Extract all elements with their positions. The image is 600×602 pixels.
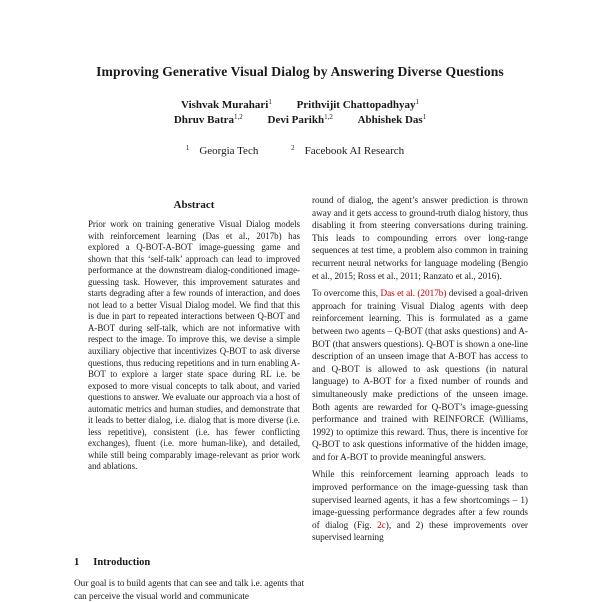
author-list xyxy=(0,98,600,128)
affiliation: $^1$ Georgia Tech xyxy=(185,144,259,157)
author-name: Devi Parikh$^{1,2}$ xyxy=(267,113,333,126)
author-name: Prithvijit Chattopadhyay$^1$ xyxy=(296,98,419,111)
author-name: Abhishek Das$^1$ xyxy=(357,113,427,126)
citation-link[interactable]: Das et al. (2017b) xyxy=(380,288,447,299)
paragraph: While this reinforcement learning approach leads to improved performance on the image-guessing task than supervised learned agents, it has a few shortcomings – 1) image-guessing performance degrades after a few rounds of dialog (Fig. 2c), and 2) these improvements over supervised learning xyxy=(312,469,528,543)
affiliation: $^2$ Facebook AI Research xyxy=(291,144,405,157)
author-name: Vishvak Murahari$^1$ xyxy=(181,98,272,111)
section-number: 1 xyxy=(74,557,80,568)
right-column xyxy=(312,194,528,549)
affiliations xyxy=(0,145,600,157)
paragraph: To overcome this, Das et al. (2017b) devised a goal-driven approach for training Visual Dialog agents with deep reinforcement learning. This is formulated as a game between two agents – Q-BOT (that asks questions) and A-BOT (that answers questions). Q-BOT is shown a one-line description of an unseen image that A-BOT has access to and Q-BOT is allowed to ask questions (in natural language) to A-BOT for a fixed number of rounds and simultaneously make predictions of the unseen image. Both agents are rewarded for Q-BOT’s image-guessing performance and trained with REINFORCE (Williams, 1992) to optimize this reward. Thus, there is incentive for Q-BOT to ask questions informative of the hidden image, and for A-BOT to provide meaningful answers. xyxy=(312,288,529,462)
intro-paragraph: Our goal is to build agents that can see and talk i.e. agents that can perceive the visual world and communicate xyxy=(74,578,304,601)
paragraph: round of dialog, the agent’s answer prediction is thrown away and it gets access to ground-truth dialog history, thus disabling it from steering conversations during training. This leads to compounding errors over long-range sequences at test time, a problem also common in training recurrent neural networks for language modeling (Bengio et al., 2015; Ross et al., 2011; Ranzato et al., 2016). xyxy=(312,195,528,281)
paper-title: Improving Generative Visual Dialog by Answering Diverse Questions xyxy=(96,64,504,79)
abstract-body: Prior work on training generative Visual Dialog models with reinforcement learning (Das et al., 2017b) has explored a Q-BOT-A-BOT image-guessing game and shown that this ‘self-talk’ approach can lead to improved performance at the downstream dialog-conditioned image-guessing task. However, this improvement saturates and starts degrading after a few rounds of interaction, and does not lead to a better Visual Dialog model. We find that this is due in part to repeated interactions between Q-BOT and A-BOT during self-talk, which are not informative with respect to the image. To improve this, we devise a simple auxiliary objective that incentivizes Q-BOT to ask diverse questions, thus reducing repetitions and in turn enabling A-BOT to explore a larger state space during RL i.e. be exposed to more visual concepts to talk about, and varied questions to answer. We evaluate our approach via a host of automatic metrics and human studies, and demonstrate that it leads to better dialog, i.e. dialog that is more diverse (i.e. less repetitive), consistent (i.e. has fewer conflicting exchanges), fluent (i.e. more human-like), and detailed, while still being comparably image-relevant as prior work and ablations. xyxy=(88,219,300,472)
section-heading xyxy=(74,557,150,568)
figure-link[interactable]: 2c xyxy=(377,519,386,530)
section-title: Introduction xyxy=(93,557,151,568)
abstract-heading: Abstract xyxy=(173,199,215,211)
author-name: Dhruv Batra$^{1,2}$ xyxy=(173,113,243,126)
author-row-2 xyxy=(0,113,600,128)
author-row-1 xyxy=(0,98,600,113)
